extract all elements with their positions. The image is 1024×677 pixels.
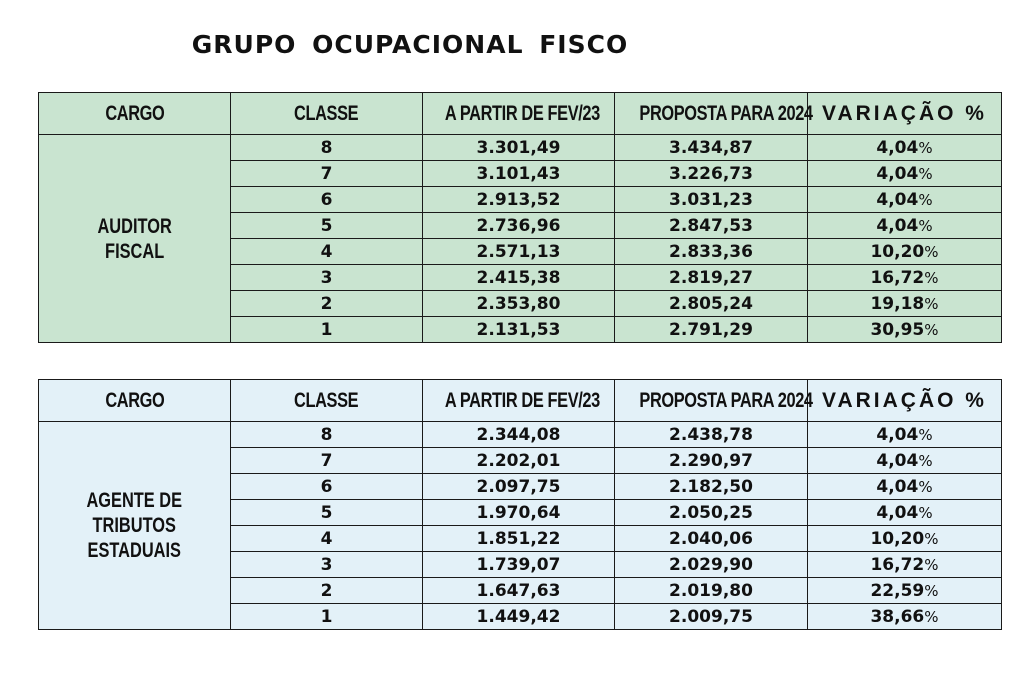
variacao-value: 4,04 <box>876 450 919 471</box>
proposta-cell: 2.290,97 <box>615 448 808 474</box>
classe-cell: 6 <box>231 474 423 500</box>
header-row <box>39 93 1002 135</box>
a-partir-cell: 2.202,01 <box>423 448 615 474</box>
a-partir-cell: 2.353,80 <box>423 291 615 317</box>
classe-cell: 3 <box>231 552 423 578</box>
a-partir-cell: 2.913,52 <box>423 187 615 213</box>
proposta-cell: 2.182,50 <box>615 474 808 500</box>
a-partir-cell: 2.571,13 <box>423 239 615 265</box>
cargo-line: AGENTE DE <box>86 489 183 512</box>
header-a-partir: A PARTIR DE FEV/23 <box>423 93 615 135</box>
classe-cell: 1 <box>231 317 423 343</box>
proposta-cell: 3.031,23 <box>615 187 808 213</box>
percent-sign: % <box>924 607 939 626</box>
percent-sign: % <box>924 529 939 548</box>
header-cargo: CARGO <box>39 380 231 422</box>
variacao-value: 16,72 <box>870 554 925 575</box>
variacao-value: 30,95 <box>870 319 925 340</box>
variacao-value: 10,20 <box>870 241 925 262</box>
classe-cell: 3 <box>231 265 423 291</box>
percent-sign: % <box>918 425 933 444</box>
variacao-value: 4,04 <box>876 137 919 158</box>
proposta-cell: 2.019,80 <box>615 578 808 604</box>
variacao-value: 4,04 <box>876 502 919 523</box>
variacao-value: 4,04 <box>876 189 919 210</box>
classe-cell: 8 <box>231 422 423 448</box>
variacao-cell <box>808 578 1002 604</box>
variacao-cell <box>808 422 1002 448</box>
percent-sign: % <box>924 268 939 287</box>
a-partir-cell: 1.449,42 <box>423 604 615 630</box>
header-proposta: PROPOSTA PARA 2024 <box>615 93 808 135</box>
variacao-cell <box>808 213 1002 239</box>
percent-sign: % <box>924 242 939 261</box>
a-partir-cell: 1.851,22 <box>423 526 615 552</box>
variacao-cell <box>808 239 1002 265</box>
percent-sign: % <box>918 190 933 209</box>
page-title: GRUPO OCUPACIONAL FISCO <box>191 30 629 59</box>
classe-cell: 2 <box>231 578 423 604</box>
variacao-cell <box>808 448 1002 474</box>
percent-sign: % <box>924 555 939 574</box>
header-classe: CLASSE <box>231 93 423 135</box>
classe-cell: 6 <box>231 187 423 213</box>
proposta-cell: 3.226,73 <box>615 161 808 187</box>
proposta-cell: 2.040,06 <box>615 526 808 552</box>
table-auditor-fiscal <box>38 92 1002 343</box>
classe-cell: 7 <box>231 448 423 474</box>
variacao-cell <box>808 161 1002 187</box>
percent-sign: % <box>924 294 939 313</box>
a-partir-cell: 2.131,53 <box>423 317 615 343</box>
a-partir-cell: 2.344,08 <box>423 422 615 448</box>
proposta-cell: 2.833,36 <box>615 239 808 265</box>
variacao-cell <box>808 317 1002 343</box>
header-row <box>39 380 1002 422</box>
header-variacao: VARIAÇÃO % <box>808 93 1002 135</box>
a-partir-cell: 1.970,64 <box>423 500 615 526</box>
variacao-value: 16,72 <box>870 267 925 288</box>
percent-sign: % <box>924 581 939 600</box>
proposta-cell: 2.009,75 <box>615 604 808 630</box>
classe-cell: 5 <box>231 500 423 526</box>
a-partir-cell: 2.736,96 <box>423 213 615 239</box>
variacao-cell <box>808 526 1002 552</box>
variacao-value: 4,04 <box>876 163 919 184</box>
proposta-cell: 2.847,53 <box>615 213 808 239</box>
header-a-partir: A PARTIR DE FEV/23 <box>423 380 615 422</box>
variacao-value: 38,66 <box>870 606 925 627</box>
a-partir-cell: 2.415,38 <box>423 265 615 291</box>
header-classe: CLASSE <box>231 380 423 422</box>
table-agente-tributos <box>38 379 1002 630</box>
percent-sign: % <box>918 477 933 496</box>
variacao-cell <box>808 474 1002 500</box>
classe-cell: 4 <box>231 239 423 265</box>
variacao-value: 4,04 <box>876 215 919 236</box>
classe-cell: 1 <box>231 604 423 630</box>
cargo-line: ESTADUAIS <box>87 539 182 562</box>
variacao-value: 22,59 <box>870 580 925 601</box>
proposta-cell: 2.438,78 <box>615 422 808 448</box>
proposta-cell: 3.434,87 <box>615 135 808 161</box>
variacao-cell <box>808 291 1002 317</box>
proposta-cell: 2.050,25 <box>615 500 808 526</box>
classe-cell: 5 <box>231 213 423 239</box>
cargo-line: TRIBUTOS <box>92 514 177 537</box>
cargo-line: FISCAL <box>104 239 165 263</box>
header-variacao: VARIAÇÃO % <box>808 380 1002 422</box>
table-row <box>39 422 1002 448</box>
cargo-cell <box>39 135 231 343</box>
classe-cell: 7 <box>231 161 423 187</box>
variacao-cell <box>808 187 1002 213</box>
proposta-cell: 2.805,24 <box>615 291 808 317</box>
variacao-cell <box>808 265 1002 291</box>
cargo-cell <box>39 422 231 630</box>
header-cargo: CARGO <box>39 93 231 135</box>
table-row <box>39 135 1002 161</box>
classe-cell: 4 <box>231 526 423 552</box>
proposta-cell: 2.791,29 <box>615 317 808 343</box>
classe-cell: 2 <box>231 291 423 317</box>
variacao-value: 19,18 <box>870 293 925 314</box>
percent-sign: % <box>918 503 933 522</box>
proposta-cell: 2.029,90 <box>615 552 808 578</box>
header-proposta: PROPOSTA PARA 2024 <box>615 380 808 422</box>
variacao-cell <box>808 604 1002 630</box>
a-partir-cell: 3.101,43 <box>423 161 615 187</box>
percent-sign: % <box>918 216 933 235</box>
cargo-line: AUDITOR <box>97 214 172 238</box>
variacao-value: 4,04 <box>876 476 919 497</box>
proposta-cell: 2.819,27 <box>615 265 808 291</box>
a-partir-cell: 1.647,63 <box>423 578 615 604</box>
variacao-cell <box>808 552 1002 578</box>
a-partir-cell: 3.301,49 <box>423 135 615 161</box>
percent-sign: % <box>924 320 939 339</box>
a-partir-cell: 1.739,07 <box>423 552 615 578</box>
variacao-value: 10,20 <box>870 528 925 549</box>
variacao-value: 4,04 <box>876 424 919 445</box>
a-partir-cell: 2.097,75 <box>423 474 615 500</box>
variacao-cell <box>808 135 1002 161</box>
percent-sign: % <box>918 164 933 183</box>
variacao-cell <box>808 500 1002 526</box>
percent-sign: % <box>918 138 933 157</box>
percent-sign: % <box>918 451 933 470</box>
classe-cell: 8 <box>231 135 423 161</box>
